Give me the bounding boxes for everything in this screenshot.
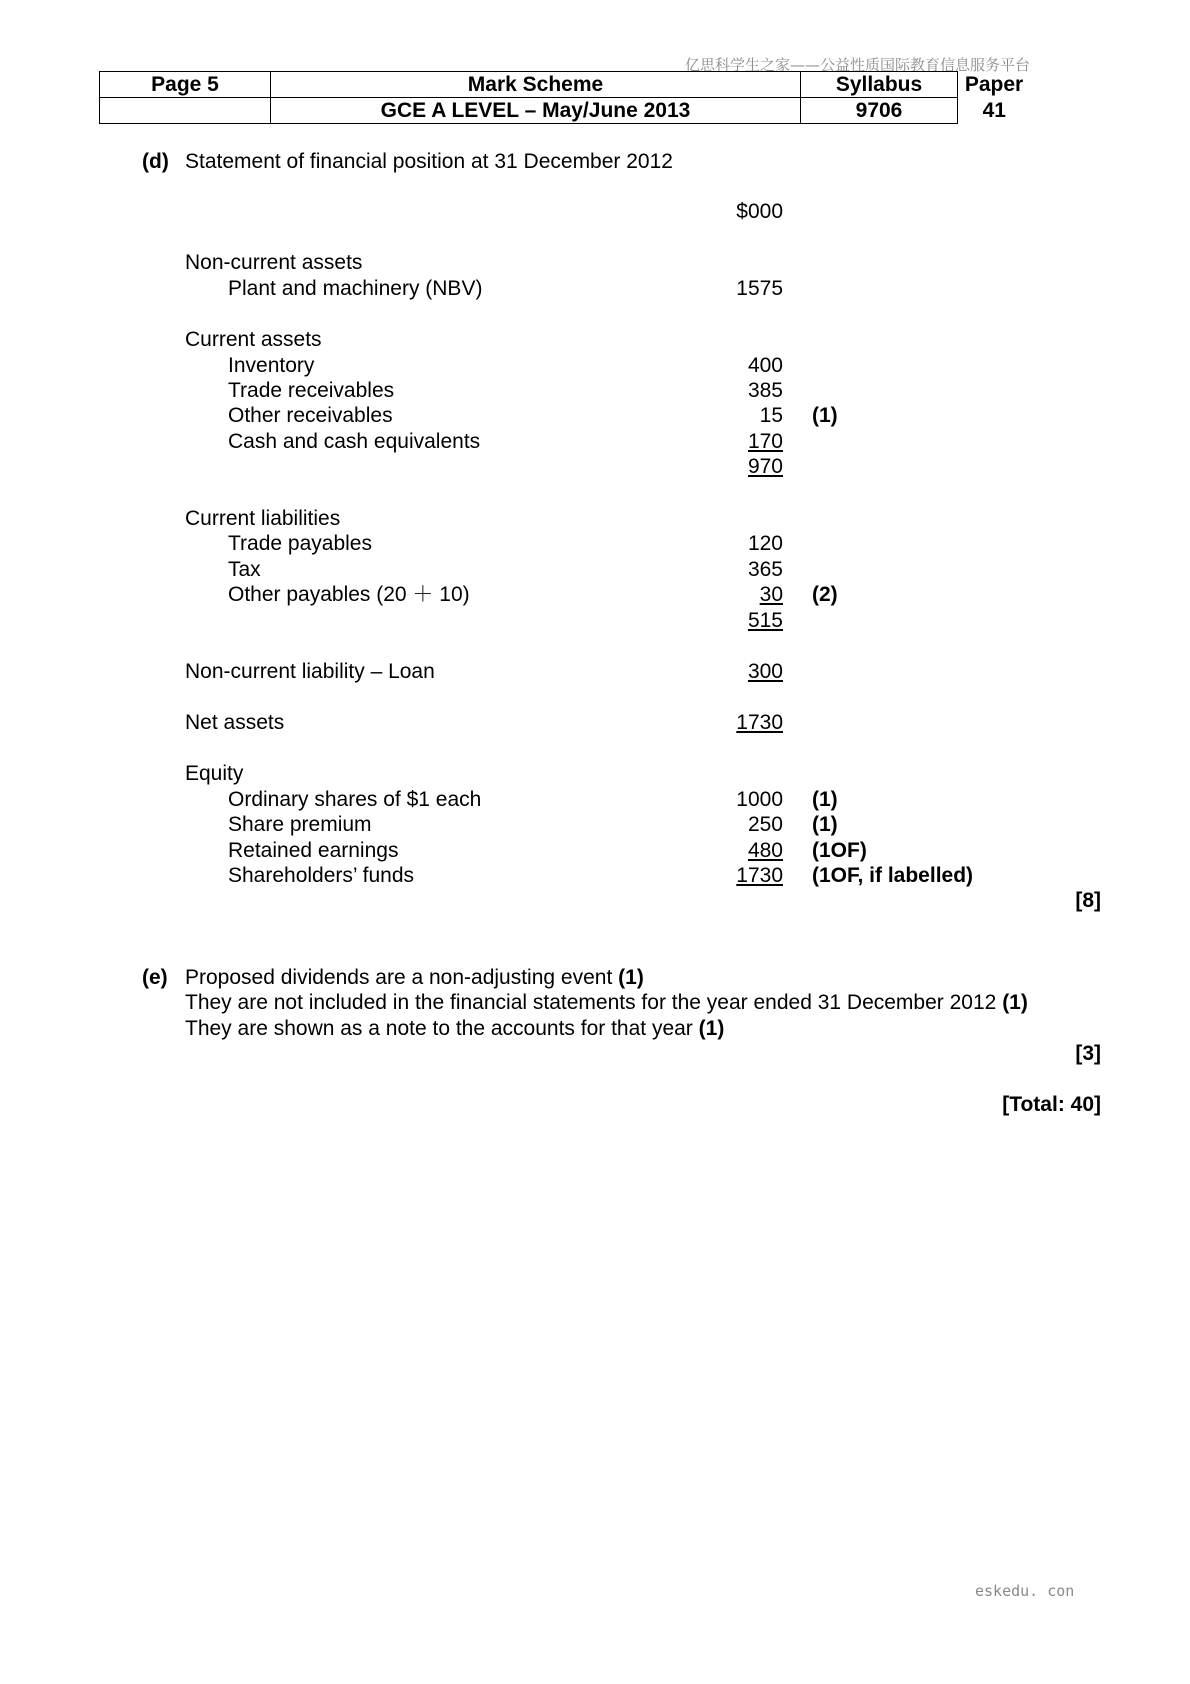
- other-payables-mark: (2): [812, 583, 838, 606]
- trade-payables-value: 120: [747, 532, 783, 555]
- inventory-value: 400: [747, 354, 783, 377]
- other-receivables-label: Other receivables: [228, 404, 393, 427]
- plant-label: Plant and machinery (NBV): [228, 277, 483, 300]
- net-assets-value-text: 1730: [736, 711, 783, 734]
- other-payables-value: [703, 582, 783, 607]
- part-e-line2-text: They are not included in the financial statements for the year ended 31 December 2012: [185, 991, 997, 1014]
- share-premium-mark: (1): [812, 813, 838, 836]
- other-payables-value-text: 30: [759, 583, 783, 606]
- other-receivables-mark: (1): [812, 404, 838, 427]
- part-e-line3-text: They are shown as a note to the accounts for that year: [185, 1017, 693, 1040]
- retained-earnings-label: Retained earnings: [228, 839, 399, 862]
- shareholders-funds-mark: (1OF, if labelled): [812, 864, 974, 887]
- plant-value: 1575: [736, 277, 783, 300]
- paper-number: 41: [982, 99, 1006, 122]
- exam-session: GCE A LEVEL – May/June 2013: [271, 98, 801, 124]
- retained-earnings-value: [703, 838, 783, 863]
- part-e-total-marks: [3]: [1075, 1042, 1101, 1065]
- page-number: Page 5: [100, 72, 271, 98]
- current-liabilities-total-text: 515: [747, 609, 783, 632]
- shareholders-funds-value-text: 1730: [736, 864, 783, 887]
- grand-total: [Total: 40]: [1002, 1093, 1101, 1116]
- part-e-line1-mark: (1): [618, 966, 644, 989]
- other-payables-label: Other payables (20 ＋ 10): [228, 583, 470, 606]
- header-table: [99, 71, 1031, 124]
- ordinary-shares-label: Ordinary shares of $1 each: [228, 788, 482, 811]
- part-e-label: (e): [142, 966, 168, 989]
- cash-value-text: 170: [747, 430, 783, 453]
- share-premium-value: 250: [747, 813, 783, 836]
- syllabus-label: Syllabus: [801, 72, 958, 98]
- syllabus-code: 9706: [801, 98, 958, 124]
- tax-label: Tax: [228, 558, 261, 581]
- non-current-assets-heading: Non-current assets: [185, 251, 363, 274]
- cash-label: Cash and cash equivalents: [228, 430, 481, 453]
- loan-value-text: 300: [747, 660, 783, 683]
- loan-label: Non-current liability – Loan: [185, 660, 435, 683]
- current-liabilities-heading: Current liabilities: [185, 507, 341, 530]
- trade-receivables-label: Trade receivables: [228, 379, 395, 402]
- ordinary-shares-value: 1000: [736, 788, 783, 811]
- other-receivables-value: 15: [759, 404, 783, 427]
- part-d-title: Statement of financial position at 31 December 2012: [185, 150, 673, 173]
- shareholders-funds-value: [703, 863, 783, 888]
- shareholders-funds-label: Shareholders’ funds: [228, 864, 415, 887]
- part-e-line3-mark: (1): [698, 1017, 725, 1040]
- part-d-label: (d): [142, 150, 169, 173]
- part-d-total-marks: [8]: [1075, 889, 1101, 912]
- part-e-line2: [185, 990, 1028, 1015]
- doc-type: Mark Scheme: [271, 72, 801, 98]
- header-empty-cell: [100, 98, 271, 124]
- net-assets-value: [703, 710, 783, 735]
- part-e-line1-text: Proposed dividends are a non-adjusting event: [185, 966, 613, 989]
- current-assets-total-text: 970: [747, 455, 783, 478]
- unit-heading: $000: [736, 200, 783, 223]
- net-assets-label: Net assets: [185, 711, 285, 734]
- loan-value: [703, 659, 783, 684]
- trade-payables-label: Trade payables: [228, 532, 372, 555]
- paper-label: Paper: [964, 73, 1024, 96]
- ordinary-shares-mark: (1): [812, 788, 838, 811]
- retained-earnings-value-text: 480: [747, 839, 783, 862]
- current-liabilities-total: [703, 608, 783, 633]
- part-e-line2-mark: (1): [1002, 991, 1028, 1014]
- watermark-top: 亿思科学生之家——公益性质国际教育信息服务平台: [685, 56, 1031, 74]
- inventory-label: Inventory: [228, 354, 315, 377]
- current-assets-heading: Current assets: [185, 328, 322, 351]
- trade-receivables-value: 385: [747, 379, 783, 402]
- current-assets-total: [703, 454, 783, 479]
- tax-value: 365: [747, 558, 783, 581]
- part-e-line3: [185, 1016, 724, 1041]
- cash-value: [703, 429, 783, 454]
- watermark-bottom: eskedu. con: [975, 1582, 1075, 1600]
- part-e-line1: [185, 965, 644, 990]
- retained-earnings-mark: (1OF): [812, 839, 867, 862]
- share-premium-label: Share premium: [228, 813, 372, 836]
- equity-heading: Equity: [185, 762, 244, 785]
